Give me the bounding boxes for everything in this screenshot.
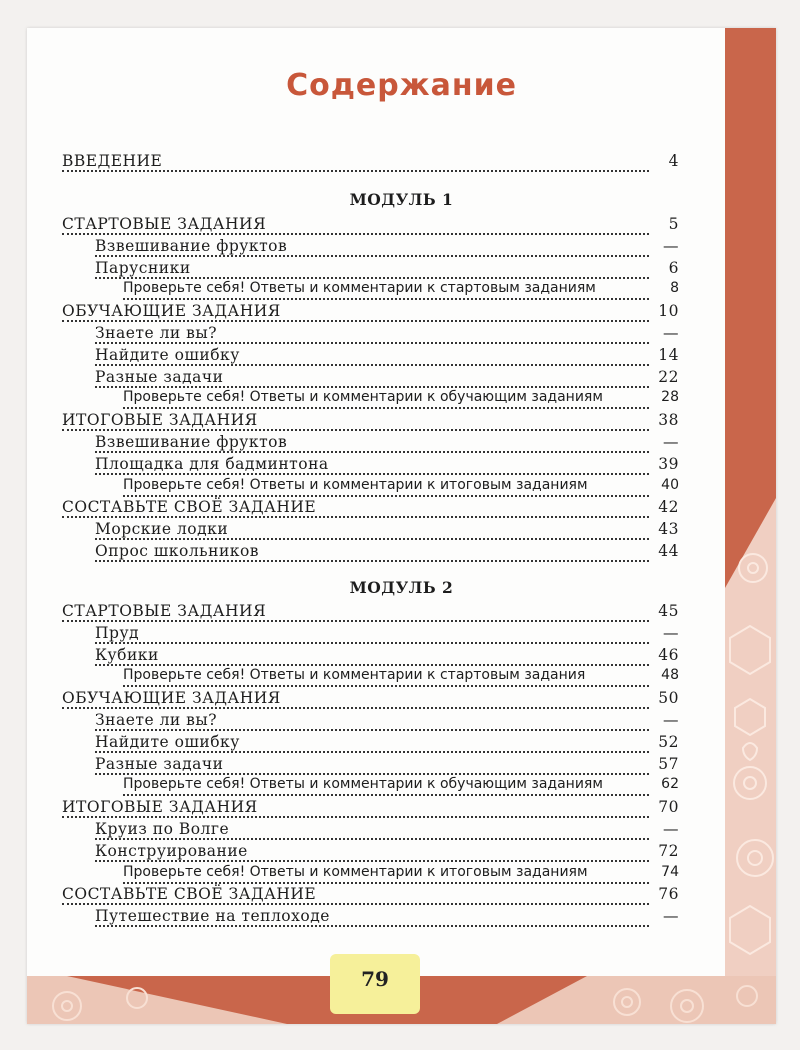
toc-entry-page: 57 [655,755,679,773]
toc-entry[interactable] [95,711,679,733]
toc-entry-page: — [660,907,679,925]
toc-entry[interactable] [95,820,679,842]
toc-entry-page: 43 [655,520,679,538]
toc-entry-label: СОСТАВЬТЕ СВОЁ ЗАДАНИЕ [62,885,319,903]
toc-entry-label: Площадка для бадминтона [95,455,332,473]
toc-entry-label: Парусники [95,259,194,277]
toc-entry-page: 48 [658,667,679,683]
toc-entry-page: 22 [655,368,679,386]
book-page [27,28,776,1024]
toc-entry-page: — [660,237,679,255]
toc-entry[interactable] [123,280,679,302]
toc-entry-page: — [660,433,679,451]
toc-entry[interactable] [123,477,679,499]
toc-entry[interactable] [95,842,679,864]
toc-entry[interactable] [95,368,679,390]
toc-entry-label: СОСТАВЬТЕ СВОЁ ЗАДАНИЕ [62,498,319,516]
page-number: 79 [330,954,420,1014]
toc-entry-label: ОБУЧАЮЩИЕ ЗАДАНИЯ [62,689,284,707]
toc-entry-label: Проверьте себя! Ответы и комментарии к стартовым задания [123,667,588,683]
toc-entry-label: Опрос школьников [95,542,262,560]
toc-entry-page: — [660,324,679,342]
toc-entry[interactable] [95,907,679,929]
toc-entry[interactable] [95,433,679,455]
toc-entry[interactable] [95,237,679,259]
toc-entry-page: 45 [655,602,679,620]
toc-entry-page: 8 [667,280,679,296]
toc-entry-page: 10 [655,302,679,320]
toc-entry-page: 52 [655,733,679,751]
toc-entry-page: — [660,820,679,838]
toc-entry[interactable] [123,667,679,689]
toc-entry-label: Проверьте себя! Ответы и комментарии к итоговым заданиям [123,864,591,880]
toc-entry-label: Проверьте себя! Ответы и комментарии к обучающим заданиям [123,389,606,405]
toc-entry-label: СТАРТОВЫЕ ЗАДАНИЯ [62,602,269,620]
toc-entry[interactable] [62,411,679,433]
toc-entry-page: — [660,711,679,729]
toc-entry-page: 50 [655,689,679,707]
toc-entry-page: 46 [655,646,679,664]
toc-entry-label: Путешествие на теплоходе [95,907,333,925]
toc-entry[interactable] [62,498,679,520]
toc-entry-page: 74 [658,864,679,880]
toc-entry-label: Взвешивание фруктов [95,237,290,255]
toc-entry-page: 40 [658,477,679,493]
toc-entry[interactable] [123,389,679,411]
toc-entry-page: 62 [658,776,679,792]
toc-entry-intro[interactable] [62,152,679,174]
toc-entry[interactable] [95,624,679,646]
toc-entry[interactable] [123,864,679,886]
toc-entry[interactable] [95,259,679,281]
toc-entry-label: Пруд [95,624,142,642]
toc-entry-label: Морские лодки [95,520,231,538]
toc-entry-page: 44 [655,542,679,560]
toc-entry[interactable] [62,885,679,907]
toc-entry-label: ИТОГОВЫЕ ЗАДАНИЯ [62,798,261,816]
toc-entry[interactable] [62,215,679,237]
toc-entry[interactable] [62,602,679,624]
toc-entry-label: Знаете ли вы? [95,711,220,729]
toc-entry-page: 76 [655,885,679,903]
toc-entry-label: Знаете ли вы? [95,324,220,342]
module-heading: МОДУЛЬ 1 [349,190,454,209]
toc-entry-label: Круиз по Волге [95,820,232,838]
toc-entry-label: ОБУЧАЮЩИЕ ЗАДАНИЯ [62,302,284,320]
toc-entry-label: Проверьте себя! Ответы и комментарии к итоговым заданиям [123,477,591,493]
toc-entry-page: — [660,624,679,642]
toc-entry[interactable] [95,755,679,777]
toc-entry-page: 4 [666,152,679,170]
toc-entry-label: Проверьте себя! Ответы и комментарии к обучающим заданиям [123,776,606,792]
toc-entry-page: 5 [666,215,679,233]
toc-entry-label: Проверьте себя! Ответы и комментарии к стартовым заданиям [123,280,599,296]
toc-entry[interactable] [62,302,679,324]
toc-entry-label: Разные задачи [95,368,226,386]
page-title: Содержание [286,68,517,103]
toc-entry-label: Кубики [95,646,162,664]
toc-entry-page: 6 [666,259,679,277]
toc-entry-page: 39 [655,455,679,473]
toc-entry-label: Найдите ошибку [95,733,243,751]
toc-entry-label: Конструирование [95,842,251,860]
toc-entry[interactable] [123,776,679,798]
toc-entry[interactable] [95,346,679,368]
toc-entry[interactable] [62,689,679,711]
toc-entry-label: ВВЕДЕНИЕ [62,152,165,170]
toc-entry[interactable] [95,324,679,346]
toc-entry-label: Взвешивание фруктов [95,433,290,451]
toc-entry[interactable] [95,646,679,668]
toc-entry[interactable] [95,520,679,542]
toc-entry-page: 72 [655,842,679,860]
toc-entry[interactable] [95,733,679,755]
toc-entry-page: 14 [655,346,679,364]
toc-entry-page: 70 [655,798,679,816]
toc-entry-page: 28 [658,389,679,405]
toc-entry-page: 42 [655,498,679,516]
toc-entry-label: СТАРТОВЫЕ ЗАДАНИЯ [62,215,269,233]
toc-entry[interactable] [95,542,679,564]
toc-entry[interactable] [95,455,679,477]
module-heading: МОДУЛЬ 2 [349,578,454,597]
toc-entry-label: ИТОГОВЫЕ ЗАДАНИЯ [62,411,261,429]
toc-entry-label: Разные задачи [95,755,226,773]
toc-entry-page: 38 [655,411,679,429]
toc-entry-label: Найдите ошибку [95,346,243,364]
toc-entry[interactable] [62,798,679,820]
